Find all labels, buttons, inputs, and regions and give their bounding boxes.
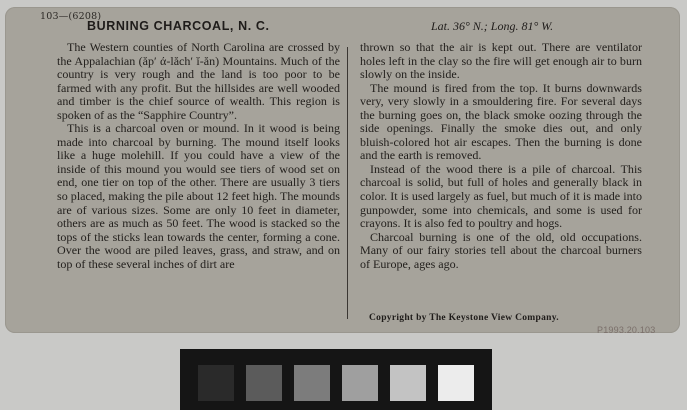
paragraph: The mound is fired from the top. It burns downwards very, very slowly in a smouldering fire. For several days the burning goes on, the black smoke oozing through the side openings. Finally the smoke dies out, and only bluish-colored hot air escapes. Then the burning is done and the earth is removed. xyxy=(360,80,642,163)
catalog-number: 103—(6208) xyxy=(40,11,102,22)
accession-number: P1993.20.103 xyxy=(597,325,656,335)
gray-swatch xyxy=(438,365,474,401)
left-text-column xyxy=(57,41,340,271)
paragraph: The Western counties of North Carolina are crossed by the Appalachian (ăp′ ά-lăch′ ĭ-ăn) Mountains. Much of the country is very rough and the land is too poor to be farmed with any profit. But the hillsides are well wooded and timber is the chief source of wealth. This region is spoken of as the “Sapphire Country”. xyxy=(57,40,340,122)
copyright-line: Copyright by The Keystone View Company. xyxy=(369,313,559,323)
card-title: BURNING CHARCOAL, N. C. xyxy=(87,19,270,33)
stereoview-card-back xyxy=(5,7,680,333)
paragraph: Charcoal burning is one of the old, old occupations. Many of our fairy stories tell about the charcoal burners of Europe, ages ago. xyxy=(360,229,642,271)
column-divider xyxy=(347,47,348,319)
gray-swatch xyxy=(294,365,330,401)
gray-swatch xyxy=(342,365,378,401)
paragraph: thrown so that the air is kept out. There are ventilator holes left in the clay so the fire will get enough air to burn slowly on the inside. xyxy=(360,40,642,82)
gray-swatch xyxy=(246,365,282,401)
gray-swatch xyxy=(198,365,234,401)
coordinates: Lat. 36° N.; Long. 81° W. xyxy=(431,19,554,33)
gray-swatch xyxy=(390,365,426,401)
paragraph: This is a charcoal oven or mound. In it wood is being made into charcoal by burning. The mound itself looks like a huge molehill. If you could have a view of the inside of this mound you would see tiers of wood set on end, one tier on top of the other. There are usually 3 tiers so placed, making the pile about 12 feet high. The mounds are of various sizes. Some are only 10 feet in diameter, others are as much as 50 feet. The wood is stacked so the tops of the sticks lean towards the center, forming a cone. Over the wood are piled leaves, grass, and straw, and on top of these several inches of dirt are xyxy=(57,121,340,271)
paragraph: Instead of the wood there is a pile of charcoal. This charcoal is solid, but full of holes and generally black in color. It is used largely as fuel, but much of it is made into gunpowder, some into chemicals, and some is used for crayons. It is also fed to poultry and hogs. xyxy=(360,161,642,231)
color-calibration-strip xyxy=(180,349,492,410)
right-text-column xyxy=(360,41,642,271)
